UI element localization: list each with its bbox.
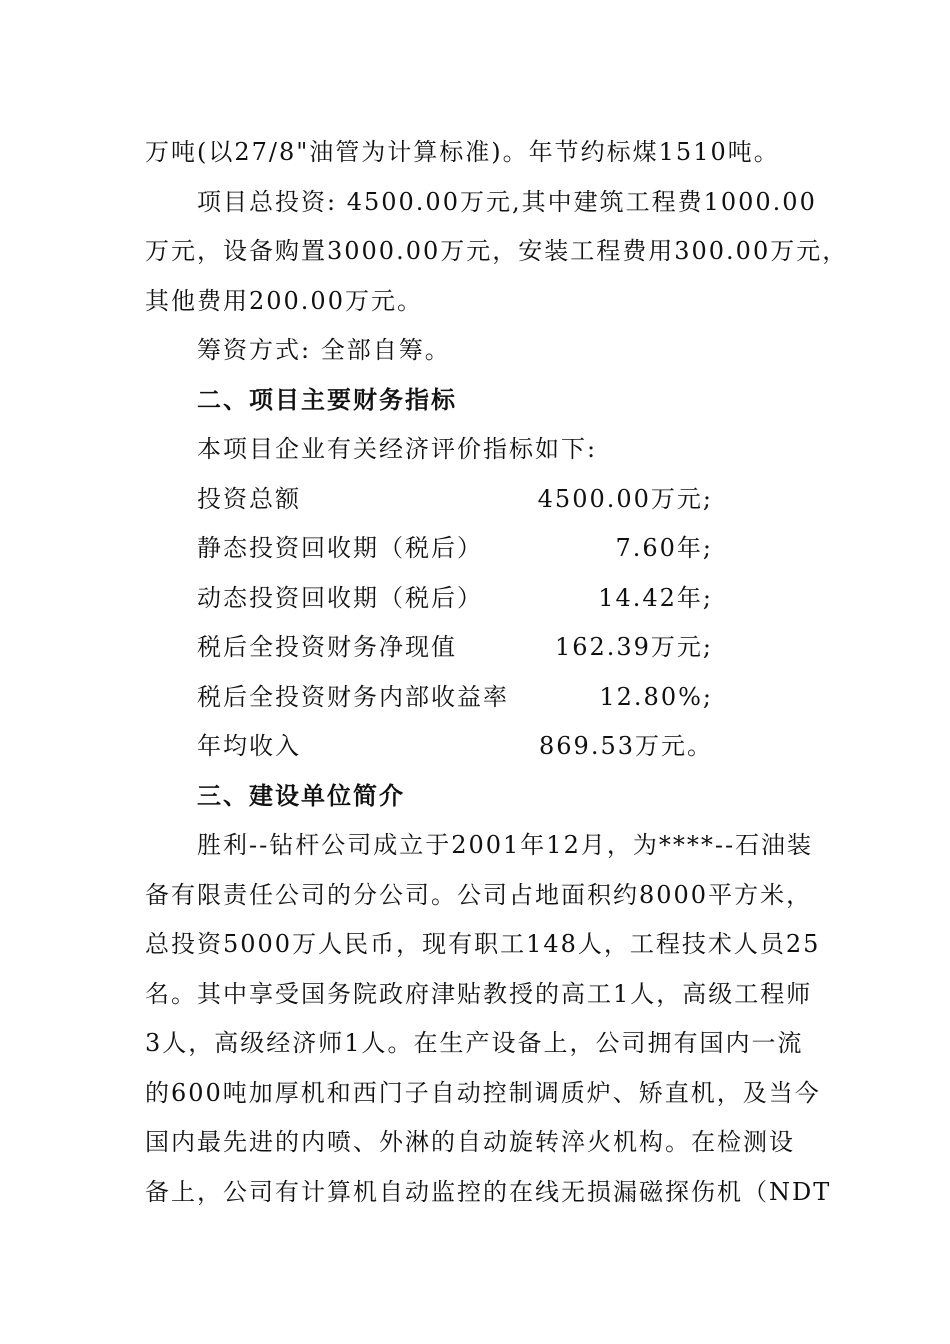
company-line: 总投资5000万人民币，现有职工148人，工程技术人员25: [145, 930, 821, 958]
indicator-row: [145, 673, 825, 723]
company-line: 备上，公司有计算机自动监控的在线无损漏磁探伤机（NDT: [145, 1177, 832, 1206]
indicator-value: 162.39万元;: [554, 633, 713, 661]
section-heading-financial: 二、项目主要财务指标: [197, 385, 457, 414]
funding-line: 筹资方式: 全部自筹。: [197, 336, 451, 364]
section-heading-company: 三、建设单位简介: [197, 781, 405, 810]
indicator-value: 12.80%;: [599, 682, 713, 711]
indicator-value: 869.53万元。: [539, 732, 713, 760]
financial-intro: 本项目企业有关经济评价指标如下:: [197, 435, 598, 463]
indicator-row: [145, 574, 825, 624]
investment-line-3: 其他费用200.00万元。: [145, 286, 423, 315]
indicator-row: [145, 623, 825, 673]
indicator-value: 14.42年;: [598, 583, 713, 612]
indicator-label: 动态投资回收期（税后）: [197, 583, 483, 612]
company-line: 名。其中享受国务院政府津贴教授的高工1人，高级工程师: [145, 979, 813, 1008]
company-line: 3人，高级经济师1人。在生产设备上，公司拥有国内一流: [145, 1029, 804, 1057]
indicator-row: [145, 524, 825, 574]
indicator-label: 税后全投资财务内部收益率: [197, 682, 509, 711]
indicator-label: 年均收入: [197, 732, 301, 760]
indicator-label: 税后全投资财务净现值: [197, 633, 457, 661]
indicator-label: 静态投资回收期（税后）: [197, 534, 483, 562]
indicator-value: 4500.00万元;: [537, 484, 713, 513]
investment-line-2: 万元，设备购置3000.00万元，安装工程费用300.00万元，: [145, 237, 849, 265]
company-line: 胜利--钻杆公司成立于2001年12月，为****--石油装: [197, 831, 814, 859]
indicator-value: 7.60年;: [615, 534, 713, 562]
paragraph-line: 万吨(以27/8"油管为计算标准)。年节约标煤1510吨。: [145, 138, 780, 166]
investment-line-1: 项目总投资: 4500.00万元,其中建筑工程费1000.00: [197, 187, 817, 216]
company-line: 的600吨加厚机和西门子自动控制调质炉、矫直机，及当今: [145, 1078, 821, 1107]
indicator-row: [145, 722, 825, 772]
document-page: [145, 128, 849, 1217]
company-line: 国内最先进的内喷、外淋的自动旋转淬火机构。在检测设: [145, 1128, 795, 1156]
indicator-label: 投资总额: [197, 484, 301, 513]
indicator-row: [145, 475, 825, 525]
company-line: 备有限责任公司的分公司。公司占地面积约8000平方米，: [145, 880, 813, 909]
